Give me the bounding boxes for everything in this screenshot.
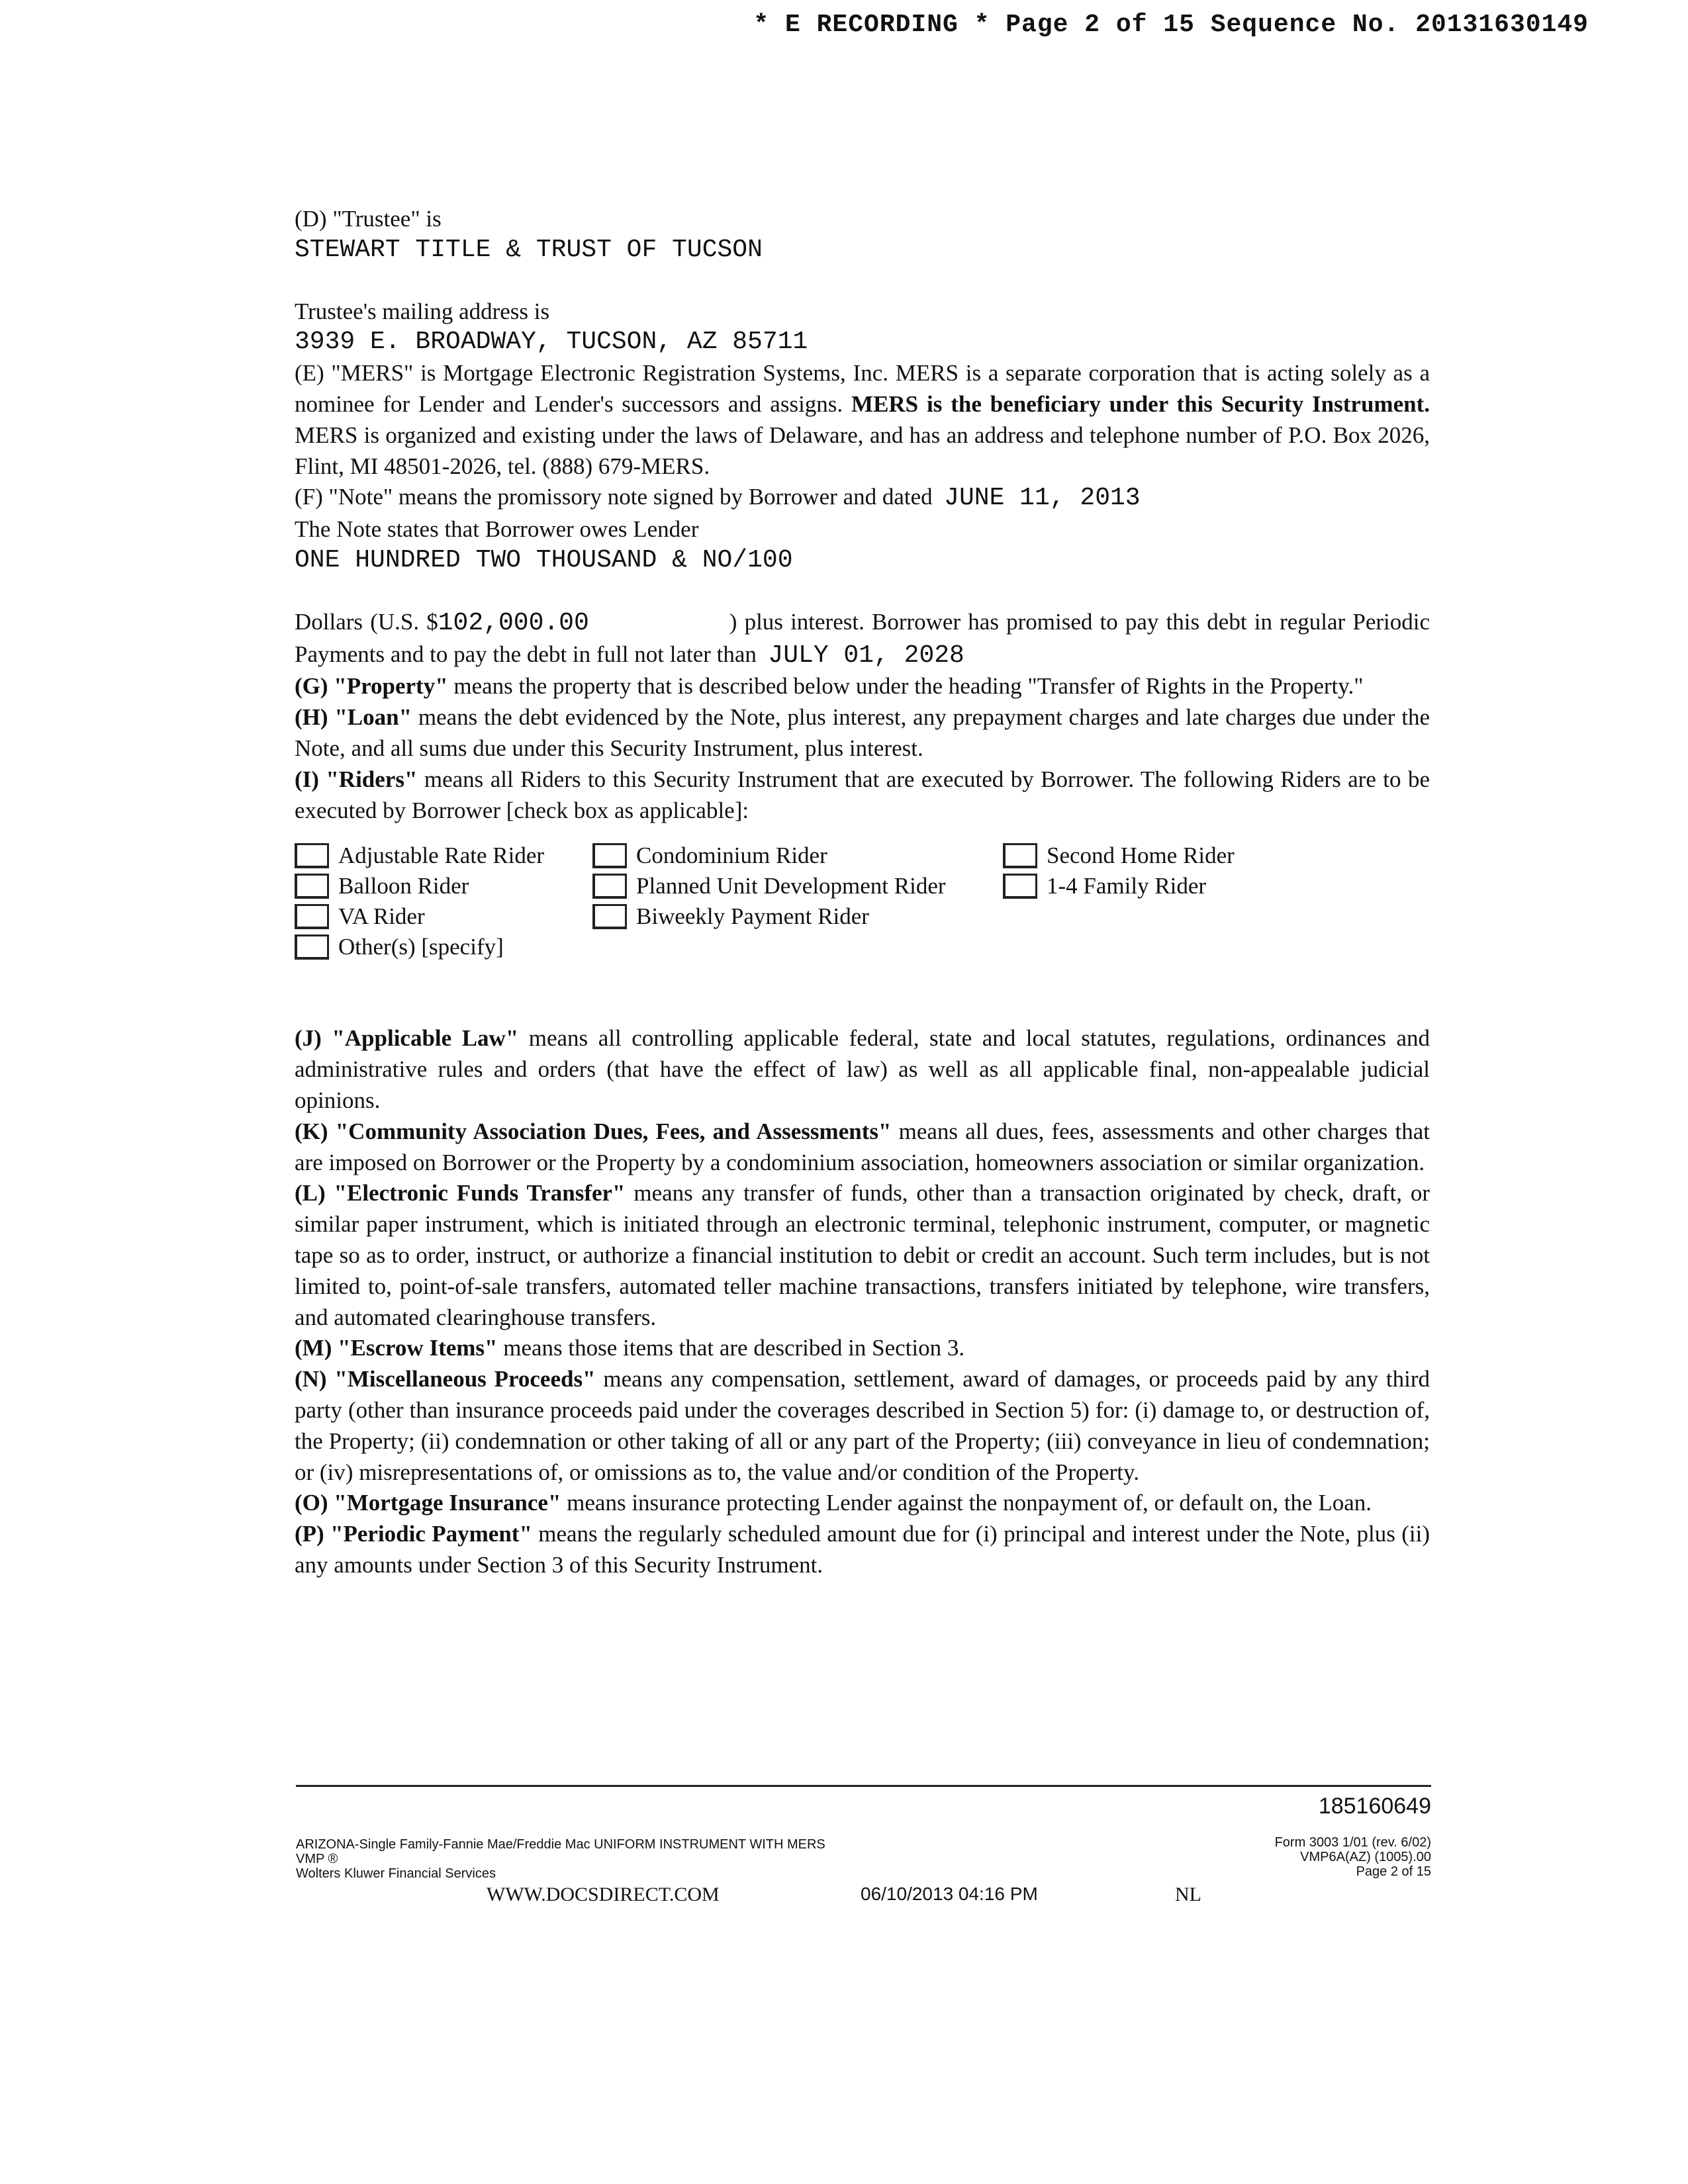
checkbox-icon[interactable] (592, 874, 627, 899)
checkbox-icon[interactable] (295, 874, 329, 899)
document-body (295, 204, 1430, 1581)
loan-number: 185160649 (1318, 1794, 1431, 1819)
footer-url: WWW.DOCSDIRECT.COM (487, 1884, 720, 1905)
mers-definition: (E) "MERS" is Mortgage Electronic Registration Systems, Inc. MERS is a separate corporation that is acting solely as a nominee for Lender and Lender's successors and assigns. MERS is the beneficiary under this Security Instrument. MERS is organized and existing under the laws of Delaware, and has an address and telephone number of P.O. Box 2026, Flint, MI 48501-2026, tel. (888) 679-MERS. (295, 360, 1430, 479)
rider-second-home[interactable]: Second Home Rider (1003, 841, 1430, 871)
footer-datetime: 06/10/2013 04:16 PM (861, 1884, 1038, 1904)
rider-adjustable-rate[interactable]: Adjustable Rate Rider (295, 841, 592, 871)
note-maturity: JULY 01, 2028 (768, 641, 964, 670)
mortgage-insurance-definition: (O) "Mortgage Insurance" means insurance protecting Lender against the nonpayment of, or default on, the Loan. (295, 1490, 1372, 1516)
note-definition: (F) "Note" means the promissory note signed by Borrower and dated JUNE 11, 2013 (295, 484, 1141, 513)
checkbox-icon[interactable] (295, 904, 329, 929)
escrow-items-definition: (M) "Escrow Items" means those items that are described in Section 3. (295, 1335, 965, 1361)
trustee-address-label: Trustee's mailing address is (295, 298, 550, 324)
footer-divider (296, 1785, 1431, 1787)
checkbox-icon[interactable] (592, 904, 627, 929)
trustee-address: 3939 E. BROADWAY, TUCSON, AZ 85711 (295, 328, 808, 357)
note-owes: The Note states that Borrower owes Lender (295, 516, 699, 543)
footer-form-info: ARIZONA-Single Family-Fannie Mae/Freddie Mac UNIFORM INSTRUMENT WITH MERS VMP ® Wolters Kluwer Financial Services (296, 1837, 825, 1881)
footer-initials: NL (1175, 1884, 1201, 1905)
rider-va[interactable]: VA Rider (295, 901, 592, 932)
rider-others[interactable]: Other(s) [specify] (295, 932, 592, 962)
recording-header: * E RECORDING * Page 2 of 15 Sequence No. 20131630149 (753, 11, 1589, 39)
riders-definition: (I) "Riders" means all Riders to this Security Instrument that are executed by Borrower. The following Riders are to be executed by Borrower [check box as applicable]: (295, 766, 1430, 823)
property-definition: (G) "Property" means the property that is described below under the heading "Transfer of Rights in the Property." (295, 673, 1364, 700)
trustee-label: (D) "Trustee" is (295, 206, 442, 232)
note-dollars: Dollars (U.S. $102,000.00 ) plus interest. Borrower has promised to pay this debt in regular Periodic Payments and to pay the debt in full not later than JULY 01, 2028 (295, 608, 1430, 670)
checkbox-icon[interactable] (1003, 843, 1037, 868)
checkbox-icon[interactable] (295, 843, 329, 868)
applicable-law-definition: (J) "Applicable Law" means all controlling applicable federal, state and local statutes, regulations, ordinances and administrative rules and orders (that have the effect of law) as well as all applicable final, non-appealable judicial opinions. (295, 1025, 1430, 1113)
trustee-name: STEWART TITLE & TRUST OF TUCSON (295, 235, 763, 264)
periodic-payment-definition: (P) "Periodic Payment" means the regularly scheduled amount due for (i) principal and interest under the Note, plus (ii) any amounts under Section 3 of this Security Instrument. (295, 1521, 1430, 1578)
rider-condominium[interactable]: Condominium Rider (592, 841, 1003, 871)
community-association-definition: (K) "Community Association Dues, Fees, and Assessments" means all dues, fees, assessments and other charges that are imposed on Borrower or the Property by a condominium association, homeowners association or similar organization. (295, 1118, 1430, 1175)
checkbox-icon[interactable] (592, 843, 627, 868)
eft-definition: (L) "Electronic Funds Transfer" means any transfer of funds, other than a transaction originated by check, draft, or similar paper instrument, which is initiated through an electronic terminal, telephonic instrument, computer, or magnetic tape so as to order, instruct, or authorize a financial institution to debit or credit an account. Such term includes, but is not limited to, point-of-sale transfers, automated teller machine transactions, transfers initiated by telephone, wire transfers, and automated clearinghouse transfers. (295, 1180, 1430, 1330)
rider-1-4-family[interactable]: 1-4 Family Rider (1003, 871, 1430, 901)
checkbox-icon[interactable] (1003, 874, 1037, 899)
miscellaneous-proceeds-definition: (N) "Miscellaneous Proceeds" means any compensation, settlement, award of damages, or proceeds paid by any third party (other than insurance proceeds paid under the coverages described in Section 5) for: (i) damage to, or destruction of, the Property; (ii) condemnation or other taking of all or any part of the Property; (iii) conveyance in lieu of condemnation; or (iv) misrepresentations of, or omissions as to, the value and/or condition of the Property. (295, 1366, 1430, 1485)
rider-planned-unit-development[interactable]: Planned Unit Development Rider (592, 871, 1003, 901)
footer-form-number: Form 3003 1/01 (rev. 6/02) VMP6A(AZ) (1005).00 Page 2 of 15 (1274, 1835, 1431, 1879)
note-date: JUNE 11, 2013 (944, 484, 1141, 513)
note-amount: 102,000.00 (438, 608, 589, 637)
note-amount-words: ONE HUNDRED TWO THOUSAND & NO/100 (295, 545, 793, 574)
rider-biweekly-payment[interactable]: Biweekly Payment Rider (592, 901, 1003, 932)
riders-checklist (295, 841, 1430, 962)
loan-definition: (H) "Loan" means the debt evidenced by the Note, plus interest, any prepayment charges and late charges due under the Note, and all sums due under this Security Instrument, plus interest. (295, 704, 1430, 761)
rider-balloon[interactable]: Balloon Rider (295, 871, 592, 901)
checkbox-icon[interactable] (295, 934, 329, 960)
